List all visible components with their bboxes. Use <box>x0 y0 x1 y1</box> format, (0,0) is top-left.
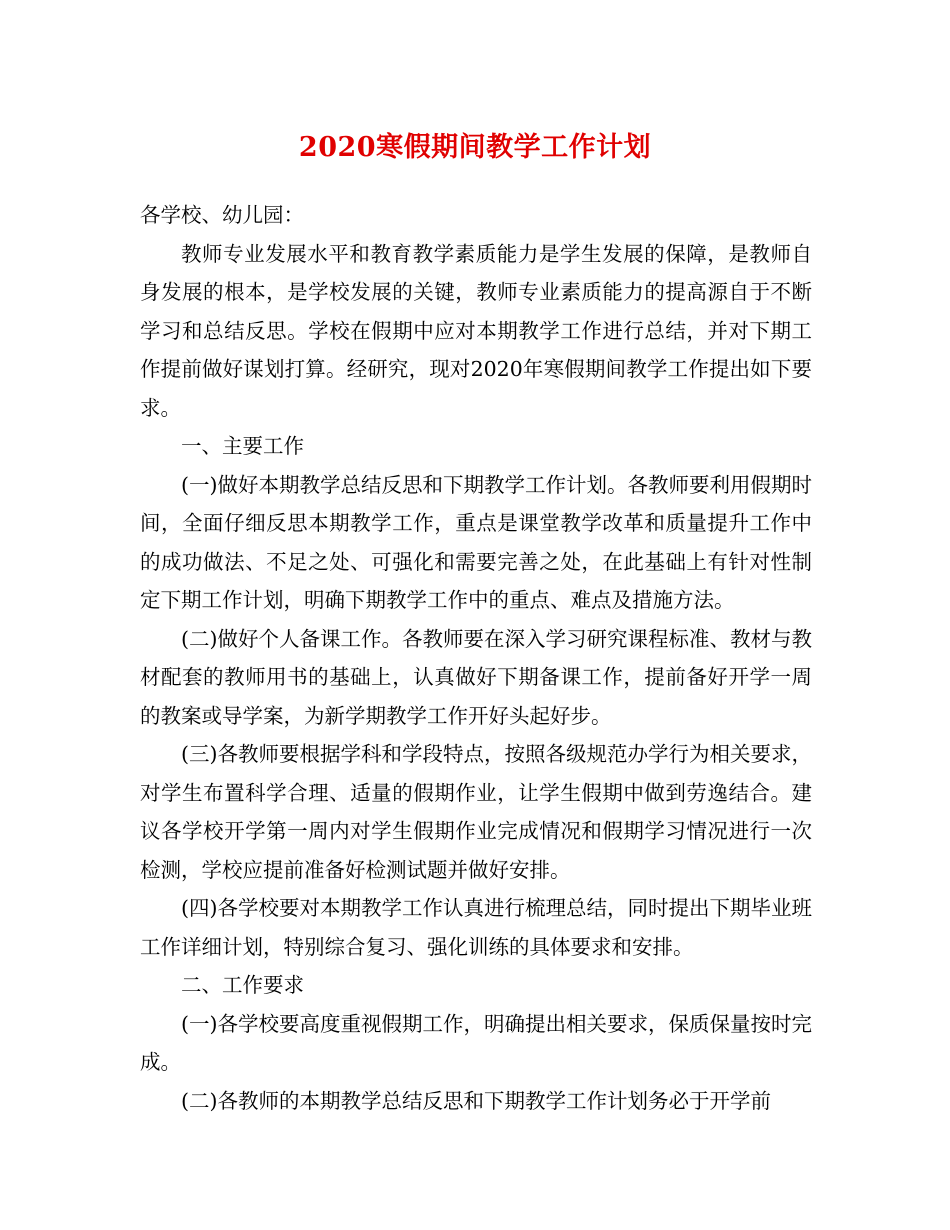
paragraph-requirement-2: (二)各教师的本期教学总结反思和下期教学工作计划务必于开学前 <box>181 1088 771 1113</box>
section-heading-requirements: 二、工作要求 <box>181 973 304 997</box>
paragraph-item-2: (二)做好个人备课工作。各教师要在深入学习研究课程标准、教材与教材配套的教师用书的基础上，认真做好下期备课工作，提前备好开学一周的教案或导学案，为新学期教学工作开好头起好步。 <box>140 626 812 728</box>
paragraph-item-4: (四)各学校要对本期教学工作认真进行梳理总结，同时提出下期毕业班工作详细计划，特别综合复习、强化训练的具体要求和安排。 <box>140 896 812 959</box>
section-heading-main-work: 一、主要工作 <box>181 434 304 458</box>
document-title: 2020寒假期间教学工作计划 <box>298 132 652 163</box>
paragraph-item-3: (三)各教师要根据学科和学段特点，按照各级规范办学行为相关要求，对学生布置科学合理、适量的假期作业，让学生假期中做到劳逸结合。建议各学校开学第一周内对学生假期作业完成情况和假期学习情况进行一次检测，学校应提前准备好检测试题并做好安排。 <box>140 742 812 882</box>
paragraph-intro: 教师专业发展水平和教育教学素质能力是学生发展的保障，是教师自身发展的根本，是学校发展的关键，教师专业素质能力的提高源自于不断学习和总结反思。学校在假期中应对本期教学工作进行总结，并对下期工作提前做好谋划打算。经研究，现对2020年寒假期间教学工作提出如下要求。 <box>140 241 812 420</box>
salutation: 各学校、幼儿园： <box>140 203 304 227</box>
paragraph-item-1: (一)做好本期教学总结反思和下期教学工作计划。各教师要利用假期时间，全面仔细反思本期教学工作，重点是课堂教学改革和质量提升工作中的成功做法、不足之处、可强化和需要完善之处，在此基础上有针对性制定下期工作计划，明确下期教学工作中的重点、难点及措施方法。 <box>140 472 812 612</box>
document-body <box>140 196 812 1120</box>
paragraph-requirement-1: (一)各学校要高度重视假期工作，明确提出相关要求，保质保量按时完成。 <box>140 1011 812 1074</box>
